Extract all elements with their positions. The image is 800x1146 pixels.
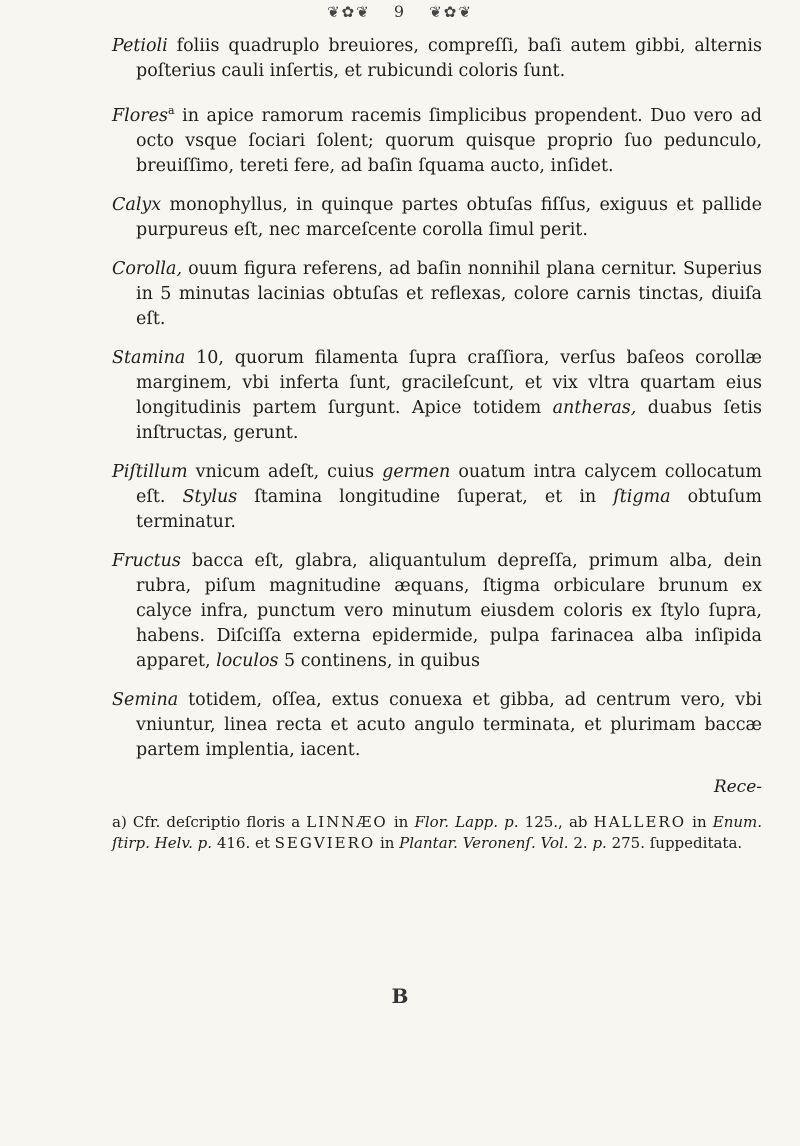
catchword: Rece- (713, 776, 762, 797)
work-plantae-veronenses: Plantar. Veronenſ. Vol. (399, 833, 569, 852)
pistillum-text-2: ouatum intra calycem collocatum eſt. (136, 461, 762, 507)
term-stigma: ſtigma (613, 486, 671, 507)
fructus-text-1: bacca eſt, glabra, aliquantulum depreſſa, primum alba, dein rubra, piſum magnitudine æquans, ſtigma orbiculare brunum ex calyce infra, punctum vero minutum eiusdem coloris ex ſtylo ſupra, habens. Diſciſſa externa epidermide, pulpa farinacea alba inſipida apparet, (136, 550, 762, 671)
paragraph-semina (112, 688, 762, 763)
paragraph-flores (112, 98, 762, 179)
term-calyx: Calyx (112, 194, 162, 215)
pistillum-text-4: obtuſum terminatur. (136, 486, 763, 532)
term-corolla: Corolla, (112, 258, 183, 279)
left-ornament-icon: ❦✿❦ (327, 3, 371, 21)
work-enumeratio: Enum. ſtirp. Helv. p. (112, 812, 763, 852)
calyx-text: monophyllus, in quinque partes obtuſas fiſſus, exiguus et pallide purpureus eſt, nec marceſcente corolla ſimul perit. (136, 194, 762, 240)
body-text (112, 34, 762, 869)
paragraph-stamina (112, 346, 762, 446)
right-ornament-icon: ❦✿❦ (429, 3, 473, 21)
footnote-text-1: Cfr. deſcriptio floris a (126, 812, 307, 831)
footnote-text-5: 416. et (212, 833, 275, 852)
paragraph-petioli (112, 34, 762, 84)
term-stamina: Stamina (112, 347, 186, 368)
term-petioli: Petioli (112, 36, 168, 56)
footnote-text-7: 2. (568, 833, 593, 852)
flores-text: in apice ramorum racemis ſimplicibus propendent. Duo vero ad octo vsque ſociari ſolent; quorum quisque proprio ſuo pedunculo, breuiſſimo, tereti fere, ad baſin ſquama aucto, inſidet. (136, 105, 762, 176)
signature-mark: B (391, 984, 409, 1008)
footnote-text-4: in (686, 812, 713, 831)
paragraph-pistillum (112, 460, 762, 535)
term-flores: Flores (112, 105, 168, 126)
pistillum-text-3: ſtamina longitudine ſuperat, et in (237, 486, 614, 507)
footnote-reference: a (167, 104, 175, 117)
term-pistillum: Piſtillum (112, 461, 188, 482)
footnote-text-3: 125., ab (518, 812, 594, 831)
running-header (0, 2, 800, 21)
footnote-text-6: in (375, 833, 400, 852)
paragraph-fructus (112, 549, 762, 674)
footnote (112, 812, 762, 854)
author-seguiero: SEGVIERO (274, 833, 376, 852)
term-loculos: loculos (216, 650, 279, 671)
pistillum-text-1: vnicum adeſt, cuius (187, 461, 383, 482)
footnote-p: p. (592, 833, 607, 852)
stamina-text-2: duabus ſetis inſtructas, gerunt. (136, 397, 762, 443)
fructus-text-2: 5 continens, in quibus (278, 650, 480, 671)
footnote-mark: a) (112, 812, 127, 831)
author-linnaeus: LINNÆO (306, 812, 388, 831)
footnote-text-8: 275. ſuppeditata. (606, 833, 743, 852)
author-hallero: HALLERO (593, 812, 687, 831)
semina-text: totidem, oſſea, extus conuexa et gibba, ad centrum vero, vbi vniuntur, linea recta et acuto angulo terminata, et plurimam baccæ partem implentia, iacent. (136, 689, 762, 760)
term-fructus: Fructus (112, 550, 181, 571)
term-stylus: Stylus (182, 486, 238, 507)
paragraph-corolla (112, 257, 762, 332)
term-antheras: antheras, (552, 397, 637, 418)
term-semina: Semina (112, 689, 179, 710)
work-flora-lapponica: Flor. Lapp. p. (414, 812, 519, 831)
corolla-text: ouum figura referens, ad baſin nonnihil plana cernitur. Superius in 5 minutas lacinias obtuſas et reflexas, colore carnis tinctas, diuiſa eſt. (136, 258, 762, 329)
footnote-text-2: in (387, 812, 415, 831)
petioli-text: foliis quadruplo breuiores, compreſſi, baſi autem gibbi, alternis poſterius cauli inſertis, et rubicundi coloris ſunt. (136, 36, 762, 81)
paragraph-calyx (112, 193, 762, 243)
term-germen: germen (382, 461, 451, 482)
page-number: 9 (393, 2, 407, 21)
stamina-text-1: 10, quorum filamenta ſupra craſſiora, verſus baſeos corollæ marginem, vbi inferta ſunt, gracileſcunt, et vix vltra quartam eius longitudinis partem ſurgunt. Apice totidem (136, 347, 762, 418)
